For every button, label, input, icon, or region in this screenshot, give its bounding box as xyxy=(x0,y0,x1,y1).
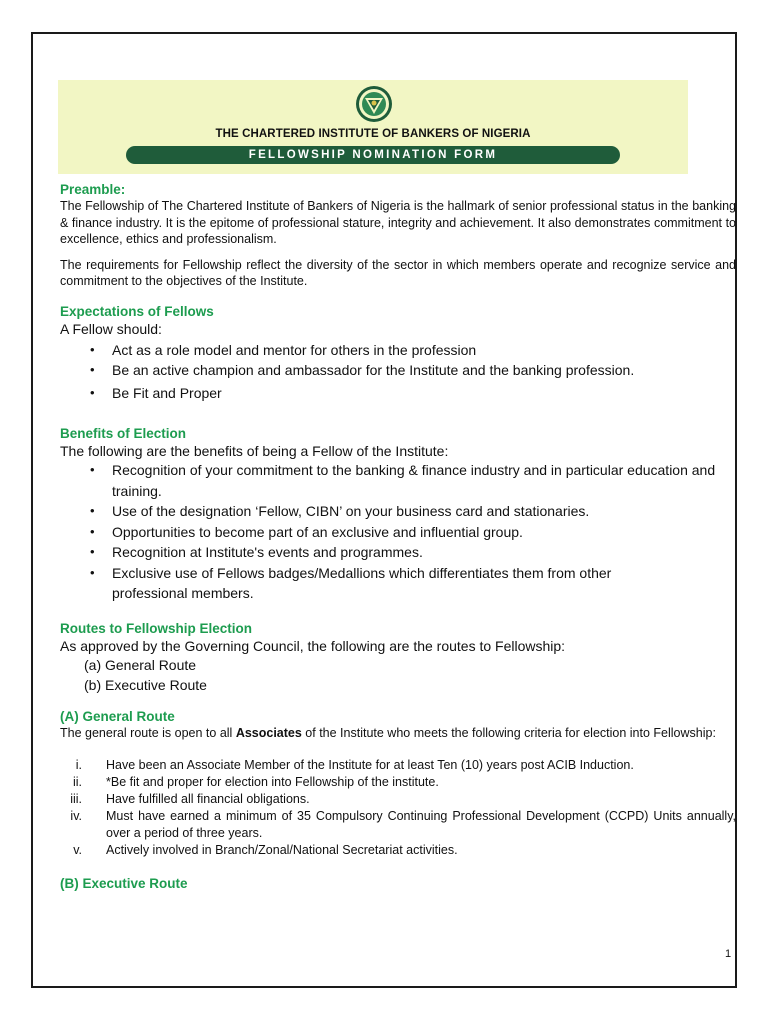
list-item: • Be Fit and Proper xyxy=(112,383,736,404)
general-route-intro xyxy=(60,725,736,742)
list-item xyxy=(60,757,736,774)
list-item: (b) Executive Route xyxy=(84,677,207,693)
list-item xyxy=(60,808,736,842)
expectations-heading: Expectations of Fellows xyxy=(60,303,214,319)
routes-list xyxy=(60,655,736,696)
item-number: i. xyxy=(75,758,82,772)
item-number: iv. xyxy=(70,809,82,823)
list-item xyxy=(60,791,736,808)
routes-intro: As approved by the Governing Council, the following are the routes to Fellowship: xyxy=(60,637,566,654)
list-item: • Be an active champion and ambassador for the Institute and the banking profession. xyxy=(112,360,736,381)
list-item: • Recognition of your commitment to the banking & finance industry and in particular education and training. xyxy=(112,460,736,501)
page-number: 1 xyxy=(725,948,732,960)
list-item: • Opportunities to become part of an exclusive and influential group. xyxy=(112,522,736,543)
preamble-heading: Preamble: xyxy=(60,182,126,197)
benefits-intro: The following are the benefits of being a Fellow of the Institute: xyxy=(60,443,449,459)
list-item xyxy=(60,774,736,791)
executive-route-heading: (B) Executive Route xyxy=(60,876,188,891)
list-item: • Act as a role model and mentor for others in the profession xyxy=(112,340,736,361)
benefits-list xyxy=(60,460,736,604)
intro-text: The general route is open to all xyxy=(60,725,236,740)
preamble-paragraph-1: The Fellowship of The Chartered Institute of Bankers of Nigeria is the hallmark of senior professional status in the banking & finance industry. It is the epitome of professional stature, integrity and achievement. It also demonstrates commitment to excellence, ethics and professionalism. xyxy=(60,199,736,246)
item-text: Must have earned a minimum of 35 Compulsory Continuing Professional Development (CCPD) Units annually, over a period of three years. xyxy=(106,809,736,840)
item-text: Actively involved in Branch/Zonal/National Secretariat activities. xyxy=(106,843,458,857)
general-route-heading: (A) General Route xyxy=(60,708,175,724)
document-body xyxy=(60,181,736,892)
item-text: *Be fit and proper for election into Fellowship of the institute. xyxy=(106,775,439,789)
benefits-heading: Benefits of Election xyxy=(60,426,187,441)
intro-text: of the Institute who meets the following criteria for election into Fellowship: xyxy=(301,725,716,740)
form-title: FELLOWSHIP NOMINATION FORM xyxy=(126,146,620,164)
list-item: • Recognition at Institute's events and programmes. xyxy=(112,542,736,563)
item-number: v. xyxy=(73,843,82,857)
list-item: • Use of the designation ‘Fellow, CIBN’ on your business card and stationaries. xyxy=(112,501,736,522)
cibn-crest-icon xyxy=(354,84,394,124)
list-item xyxy=(60,842,736,859)
list-item: • Exclusive use of Fellows badges/Medallions which differentiates them from other professional members. xyxy=(112,563,632,604)
item-number: iii. xyxy=(70,792,82,806)
preamble-paragraph-2: The requirements for Fellowship reflect the diversity of the sector in which members operate and recognize service and commitment to the objectives of the Institute. xyxy=(60,257,736,288)
item-text: Have fulfilled all financial obligations. xyxy=(106,792,310,806)
expectations-intro: A Fellow should: xyxy=(60,320,162,337)
expectations-list xyxy=(60,340,736,404)
general-route-criteria xyxy=(60,757,736,859)
list-item: (a) General Route xyxy=(84,656,197,673)
intro-bold-text: Associates xyxy=(235,725,302,740)
org-name: THE CHARTERED INSTITUTE OF BANKERS OF NIGERIA xyxy=(215,128,531,140)
item-number: ii. xyxy=(72,775,82,789)
header-banner xyxy=(58,80,688,174)
item-text: Have been an Associate Member of the Institute for at least Ten (10) years post ACIB Induction. xyxy=(106,758,634,772)
routes-heading: Routes to Fellowship Election xyxy=(60,620,253,636)
